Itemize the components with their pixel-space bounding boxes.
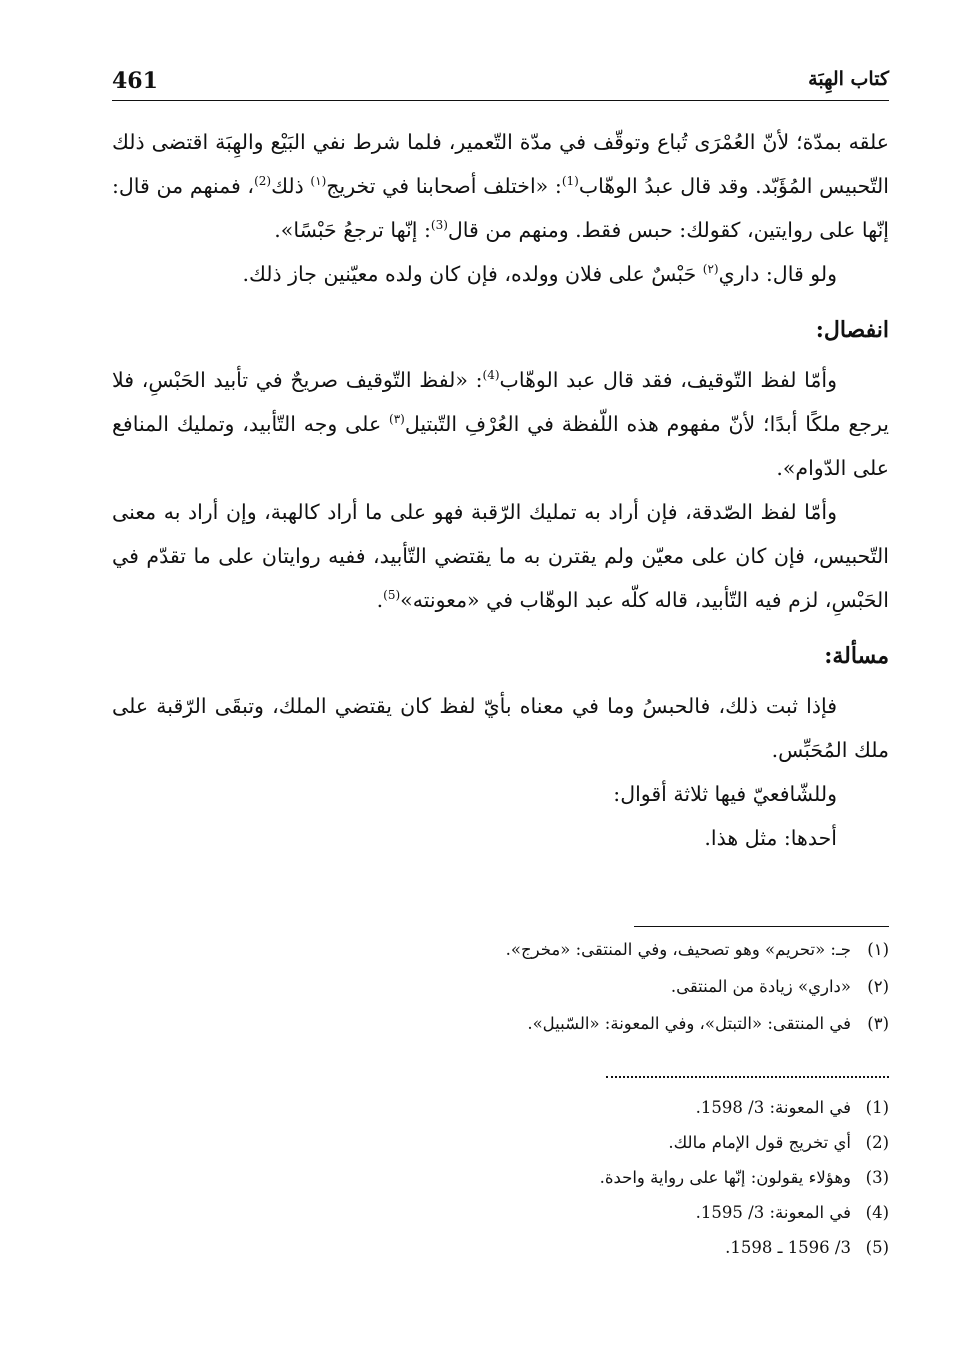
footnote-ref: (3): [430, 218, 448, 233]
footnote: [112, 1098, 889, 1133]
footnote: [112, 940, 889, 977]
footnote-ref: (1): [561, 174, 579, 189]
paragraph: فإذا ثبت ذلك، فالحبسُ وما في معناه بأيّ لفظ كان يقتضي الملك، وتبقَى الرّقبة على ملك المُحَبِّس.: [112, 694, 889, 762]
footnote-number: (1): [865, 1098, 889, 1117]
paragraph: ولو قال: داري$^{(٢)}$ حَبْسٌ على فلان وولده، فإن كان ولده معيّنين جاز ذلك.: [242, 262, 837, 286]
running-title: كتاب الهِبَة: [808, 68, 889, 90]
paragraph: وللشّافعيّ فيها ثلاثة أقوال:: [613, 782, 837, 806]
paragraph: وأمّا لفظ الصّدقة، فإن أراد به تمليك الرّقبة فهو على ما أراد كالهبة، وإن أراد به معنى التّحبيس، فإن كان على معيّن ولم يقترن به ما يقتضي التّأبيد، ففيه روايتان على ما تقدّم في الحَبْسِ، لزم فيه التّأبيد، قاله كلّه عبد الوهّاب في «معونته»$^{(5)}$.: [112, 500, 889, 612]
footnote-ref: (٢): [702, 262, 719, 277]
footnote-ref: (١): [310, 174, 327, 189]
source-footnotes: [112, 1098, 889, 1273]
paragraph: أحدها: مثل هذا.: [704, 826, 837, 850]
section-heading: انفصال:: [815, 317, 889, 343]
footnote: [112, 1168, 889, 1203]
footnote-number: (3): [865, 1168, 889, 1187]
footnote-text: «داري» زيادة من المنتقى.: [670, 977, 851, 996]
footnote-number: (٣): [867, 1014, 889, 1033]
footnote-text: جـ: «تحريم» وهو تصحيف، وفي المنتقى: «مخرج».: [505, 940, 851, 959]
footnote-ref: (4): [482, 368, 500, 383]
footnote-text: في المنتقى: «التبتل»، وفي المعونة: «السّبيل».: [527, 1014, 851, 1033]
footnote: [112, 1238, 889, 1273]
footnote-number: (5): [865, 1238, 889, 1257]
footnote-text: في المعونة: 3/ 1598.: [695, 1098, 851, 1117]
dotted-separator: [606, 1076, 889, 1078]
footnote-number: (4): [865, 1203, 889, 1222]
footnote-number: (2): [865, 1133, 889, 1152]
footnote-ref: (5): [383, 588, 401, 603]
footnote-text: أي تخريج قول الإمام مالك.: [668, 1133, 851, 1152]
editor-footnotes: [112, 940, 889, 1051]
paragraph: وأمّا لفظ التّوقيف، فقد قال عبد الوهّاب$^{(4)}$: «لفظ التّوقيف صريحٌ في تأبيد الحَبْسِ، فلا يرجع ملكًا أبدًا؛ لأنّ مفهوم هذه اللّفظة في العُرْفِ التّبتيل$^{(٣)}$ على وجه التّأبيد، وتمليك المنافع على الدّوام».: [112, 368, 889, 480]
footnote-text: في المعونة: 3/ 1595.: [695, 1203, 851, 1222]
footnote-text: 3/ 1596 ـ 1598.: [725, 1238, 851, 1257]
footnote-number: (٢): [867, 977, 889, 996]
footnote-ref: (٣): [389, 412, 405, 427]
footnote: [112, 1014, 889, 1051]
footnote-text: وهؤلاء يقولون: إنّها على رواية واحدة.: [599, 1168, 851, 1187]
footnote: [112, 1133, 889, 1168]
footnote: [112, 1203, 889, 1238]
page-number: 461: [112, 68, 158, 94]
footnote-ref: (2): [254, 174, 272, 189]
header-rule: [112, 100, 889, 101]
page-header: [112, 68, 889, 98]
main-text: [112, 120, 889, 860]
footnote-rule: [634, 926, 889, 927]
footnote-number: (١): [867, 940, 889, 959]
footnote: [112, 977, 889, 1014]
section-heading: مسألة:: [824, 643, 889, 669]
paragraph: علقه بمدّة؛ لأنّ العُمْرَى تُباع وتوقّف في مدّة التّعمير، فلما شرط نفي البَيْع والهِبَة اقتضى ذلك التّحبيس المُؤَبّد. وقد قال عبدُ الوهّاب$^{(1)}$: «اختلف أصحابنا في تخريج$^{(١)}$ ذلك$^{(2)}$، فمنهم من قال: إنّها على روايتين، كقولك: حبس فقط. ومنهم من قال$^{(3)}$: إنّها ترجعُ حَبْسًا».: [112, 130, 889, 242]
